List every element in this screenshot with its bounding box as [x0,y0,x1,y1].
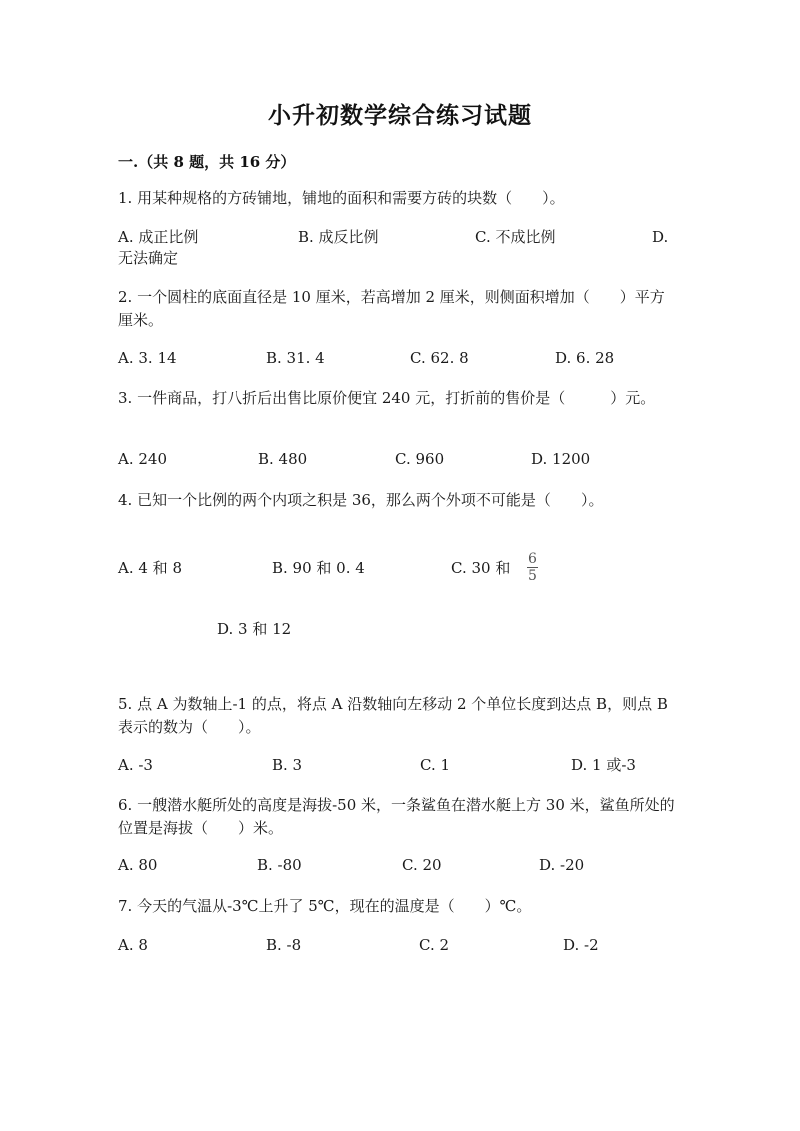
question-7: 7. 今天的气温从-3℃上升了 5℃，现在的温度是（ ）℃。 [118,897,532,915]
question-5: 5. 点 A 为数轴上-1 的点，将点 A 沿数轴向左移动 2 个单位长度到达点 B，则点 B 表示的数为（ ）。 [118,695,668,736]
q2-option-b: B. 31. 4 [266,349,325,367]
page-title: 小升初数学综合练习试题 [268,102,532,129]
q7-option-a: A. 8 [118,936,148,954]
q4-option-b: B. 90 和 0. 4 [272,559,365,577]
q3-option-d: D. 1200 [531,450,591,468]
q7-option-c: C. 2 [419,936,450,954]
q2-option-a: A. 3. 14 [118,349,177,367]
q2-option-d: D. 6. 28 [555,349,615,367]
question-6: 6. 一艘潜水艇所处的高度是海拔-50 米，一条鲨鱼在潜水艇上方 30 米，鲨鱼所处的位置是海拔（ ）米。 [118,796,675,837]
question-4: 4. 已知一个比例的两个内项之积是 36，那么两个外项不可能是（ ）。 [118,491,604,509]
q3-option-a: A. 240 [118,450,167,468]
q4-option-c-fraction [527,552,538,583]
q1-option-a: A. 成正比例 [118,228,199,246]
q4-option-a: A. 4 和 8 [118,559,182,577]
fraction-numerator: 6 [528,551,537,567]
q3-option-c: C. 960 [395,450,445,468]
q7-option-b: B. -8 [266,936,302,954]
q7-option-d: D. -2 [563,936,599,954]
q1-option-d: D. [652,228,669,246]
q6-option-c: C. 20 [402,856,442,874]
question-1: 1. 用某种规格的方砖铺地，铺地的面积和需要方砖的块数（ ）。 [118,189,565,207]
q2-option-c: C. 62. 8 [410,349,469,367]
q5-option-b: B. 3 [272,756,303,774]
q6-option-a: A. 80 [118,856,158,874]
q5-option-c: C. 1 [420,756,451,774]
question-2: 2. 一个圆柱的底面直径是 10 厘米，若高增加 2 厘米，则侧面积增加（ ）平方厘米。 [118,288,665,329]
q4-option-c: C. 30 和 [451,559,511,577]
q5-option-a: A. -3 [118,756,153,774]
q6-option-b: B. -80 [257,856,302,874]
section-heading: 一.（共 8 题，共 16 分） [118,153,296,171]
q6-option-d: D. -20 [539,856,585,874]
q1-option-b: B. 成反比例 [298,228,379,246]
q1-option-c: C. 不成比例 [475,228,556,246]
q5-option-d: D. 1 或-3 [571,756,636,774]
q3-option-b: B. 480 [258,450,308,468]
q4-option-d: D. 3 和 12 [217,620,292,638]
question-3: 3. 一件商品，打八折后出售比原价便宜 240 元，打折前的售价是（ ）元。 [118,389,656,407]
fraction-denominator: 5 [528,568,537,584]
q1-option-d-text: 无法确定 [118,249,179,267]
